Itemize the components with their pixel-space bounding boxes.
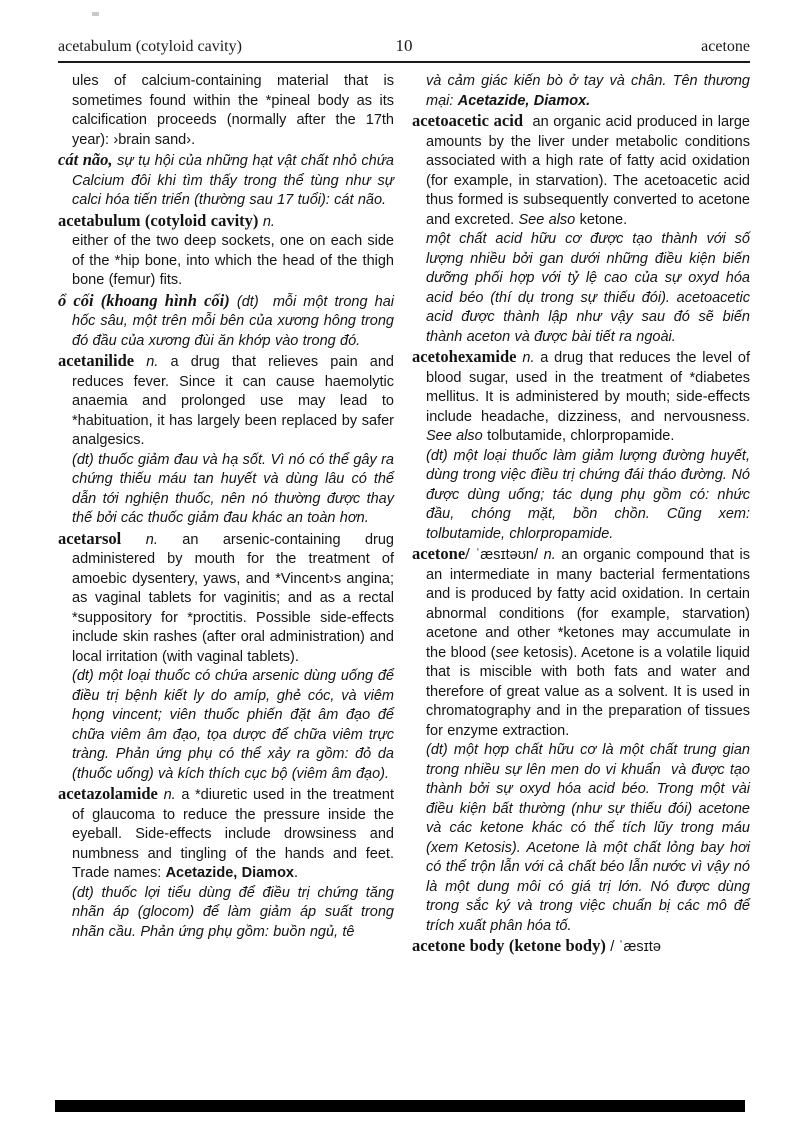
left-column xyxy=(58,72,394,958)
dictionary-entry xyxy=(412,111,750,230)
text-run: Acetazide, Diamox xyxy=(165,865,294,881)
running-head-left: acetabulum (cotyloid cavity) xyxy=(58,38,242,55)
paragraph xyxy=(412,72,750,111)
paragraph xyxy=(58,884,394,943)
text-run: Acetazide, Diamox. xyxy=(457,92,591,109)
text-run: a *diuretic used in the treatment of glaucoma to reduce the pressure inside the eyeball. Side-effects include drowsiness and numbness and tingling of the hands and feet. Trade names: xyxy=(72,787,394,881)
text-run: n. xyxy=(262,213,275,230)
right-column xyxy=(412,72,750,958)
text-run: sự tụ hội của những hạt vật chất nhỏ chứa Calcium đôi khi tìm thấy trong thể tùng như sự calci hóa tiến triển (thường sau 17 tuổi): cát não. xyxy=(72,153,394,208)
text-run: acetanilide xyxy=(58,351,147,370)
dictionary-entry xyxy=(58,529,394,668)
text-run: acetone body (ketone body) xyxy=(412,936,611,955)
text-run: n. xyxy=(145,531,183,548)
text-run: ules of calcium-containing material that is sometimes found within the *pineal body as its calcification proceeds (normally after the 17th year): ›brain sand›. xyxy=(72,73,394,148)
text-run: tolbutamide, chlorpropamide. xyxy=(487,428,675,444)
text-run: ketosis). Acetone is a volatile liquid that is miscible with both fats and water and therefore of great value as a solvent. It is used in chromatography and in the preparation of tissues for enzyme extraction. xyxy=(426,644,750,739)
page-header xyxy=(58,36,750,56)
text-run: acetazolamide xyxy=(58,784,164,803)
text-run: See also xyxy=(426,428,488,444)
text-columns xyxy=(58,72,750,958)
text-run: n. xyxy=(543,547,562,563)
text-run: acetarsol xyxy=(58,528,146,548)
text-run: (dt) một loại thuốc có chứa arsenic dùng uống để điều trị bệnh kiết ly do amíp, ghẻ cóc, và viêm họng vincent; viên thuốc phiến đặt âm đạo để chữa viêm âm đạo, tọa dược để chữa viêm trực tràng. Phản ứng phụ có thể xảy ra gồm: đỏ da (thuốc uống) và kích thích cục bộ (viêm âm đạo). xyxy=(72,668,394,782)
dictionary-entry xyxy=(412,544,750,741)
text-run: n. xyxy=(163,787,182,803)
dictionary-entry xyxy=(58,211,394,291)
paragraph xyxy=(412,230,750,347)
paragraph xyxy=(58,451,394,529)
text-run: (dt) thuốc giảm đau và hạ sốt. Vì nó có thể gây ra chứng thiếu máu tan huyết và dùng lâu có thể dẫn tới nghiện thuốc, nên nó thường được thay thế bởi các thuốc giảm đau khác an toàn hơn. xyxy=(72,451,394,526)
text-run: (dt) thuốc lợi tiểu dùng để điều trị chứng tăng nhãn áp (glocom) để làm giảm áp suất trong nhãn cầu. Phản ứng phụ gồm: buồn ngủ, tê xyxy=(72,884,394,940)
text-run: acetabulum (cotyloid cavity) xyxy=(58,210,263,230)
text-run: an arsenic-containing drug administered by mouth for the treatment of amoebic dysentery, yaws, and *Vincent›s angina; as vaginal tablets for vaginitis; and as a rectal *suppository for *proctitis. Possible side-effects include skin rashes (after oral administration) and local irritation (with vaginal tablets). xyxy=(72,531,394,665)
text-run: n. xyxy=(146,354,171,370)
text-run: a drug that reduces the level of blood sugar, used in the treatment of *diabetes mellitus. It is administered by mouth; side-effects include headache, dizziness, and nervousness. xyxy=(426,350,751,425)
text-run: một chất acid hữu cơ được tạo thành với số lượng nhiều bởi gan dưới những điều kiện biến dưỡng phối hợp với tỷ lệ cao của sự oxyd hóa acid béo (thí dụ trong sự thiếu đói). acetoacetic acid được thành lập như vậy sau đó sẽ biến thành aceton và được bài tiết ra ngoài. xyxy=(426,231,750,345)
paragraph xyxy=(58,72,394,150)
text-run: acetoacetic acid xyxy=(412,111,533,130)
text-run: an organic compound that is an intermediate in many bacterial fermentations and is produced by fatty acid oxidation. In certain abnormal conditions (for example, starvation) acetone and other *ketones may accumulate in the blood ( xyxy=(426,547,751,661)
header-rule xyxy=(58,61,750,63)
text-run: an organic acid produced in large amounts by the liver under metabolic conditions associated with a high rate of fatty acid oxidation (for example, in starvation). The acetoacetic acid thus formed is subsequently converted to acetone and excreted. xyxy=(426,114,750,228)
text-run: (dt) mỗi một trong hai hốc sâu, một trên mỗi bên của xương hông trong đó đầu của xương đùi ăn khớp vào trong đó. xyxy=(72,293,394,349)
dictionary-entry xyxy=(412,347,750,447)
paragraph xyxy=(412,447,750,545)
text-run: acetohexamide xyxy=(412,347,523,366)
text-run: ketone. xyxy=(579,211,628,228)
text-run: acetone/ xyxy=(412,544,476,563)
scan-speck xyxy=(92,12,99,16)
text-run: a drug that relieves pain and reduces fever. Since it can cause haemolytic anaemia and prolonged use may lead to *habituation, it has largely been replaced by safer analgesics. xyxy=(72,354,394,448)
paragraph xyxy=(412,741,750,936)
page-number: 10 xyxy=(395,36,413,55)
text-run: cát não, xyxy=(58,150,118,169)
dictionary-entry xyxy=(412,936,750,958)
text-run: n. xyxy=(522,350,541,366)
text-run: (dt) một loại thuốc làm giảm lượng đường huyết, dùng trong việc điều trị chứng đái tháo đường. Nó được dùng uống; tác dụng phụ gồm có: nhức đầu, chóng mặt, bồn chồn. Cũng xem: tolbutamide, chlorpropamide. xyxy=(426,447,750,542)
text-run: và cảm giác kiến bò ở tay và chân. Tên thương mại: xyxy=(426,73,750,109)
text-run: See also xyxy=(518,211,580,228)
text-run: . xyxy=(294,865,299,881)
scan-artifact-bar xyxy=(55,1100,745,1112)
text-run: / ˈæsɪtə xyxy=(610,939,661,955)
text-run: (dt) một hợp chất hữu cơ là một chất trung gian trong nhiều sự lên men do vi khuẩn và được tạo thành bởi sự oxyd hóa acid béo. Trong một vài điều kiện bất thường (như sự thiếu đói) acetone và các ketone khác có thể tích lũy trong máu (xem Ketosis). Acetone là một chất lỏng bay hơi có thể trộn lẫn với cả chất béo lẫn nước vì vậy nó là một dung môi có giá trị lớn. Nó được dùng trong sắc ký và trong việc chuẩn bị các mô để trích xuất phân hóa tố. xyxy=(426,742,750,934)
dictionary-entry xyxy=(58,351,394,451)
text-run: ˈæsɪtəʊn/ xyxy=(475,547,544,563)
text-run: see xyxy=(495,644,519,661)
text-run: ổ cối (khoang hình cối) xyxy=(58,290,237,310)
text-run: either of the two deep sockets, one on each side of the *hip bone, into which the head of the thigh bone (femur) fits. xyxy=(72,233,394,288)
dictionary-entry xyxy=(58,291,394,352)
dictionary-entry xyxy=(58,784,394,884)
running-head-right: acetone xyxy=(701,38,750,55)
paragraph xyxy=(58,667,394,784)
dictionary-entry xyxy=(58,150,394,211)
